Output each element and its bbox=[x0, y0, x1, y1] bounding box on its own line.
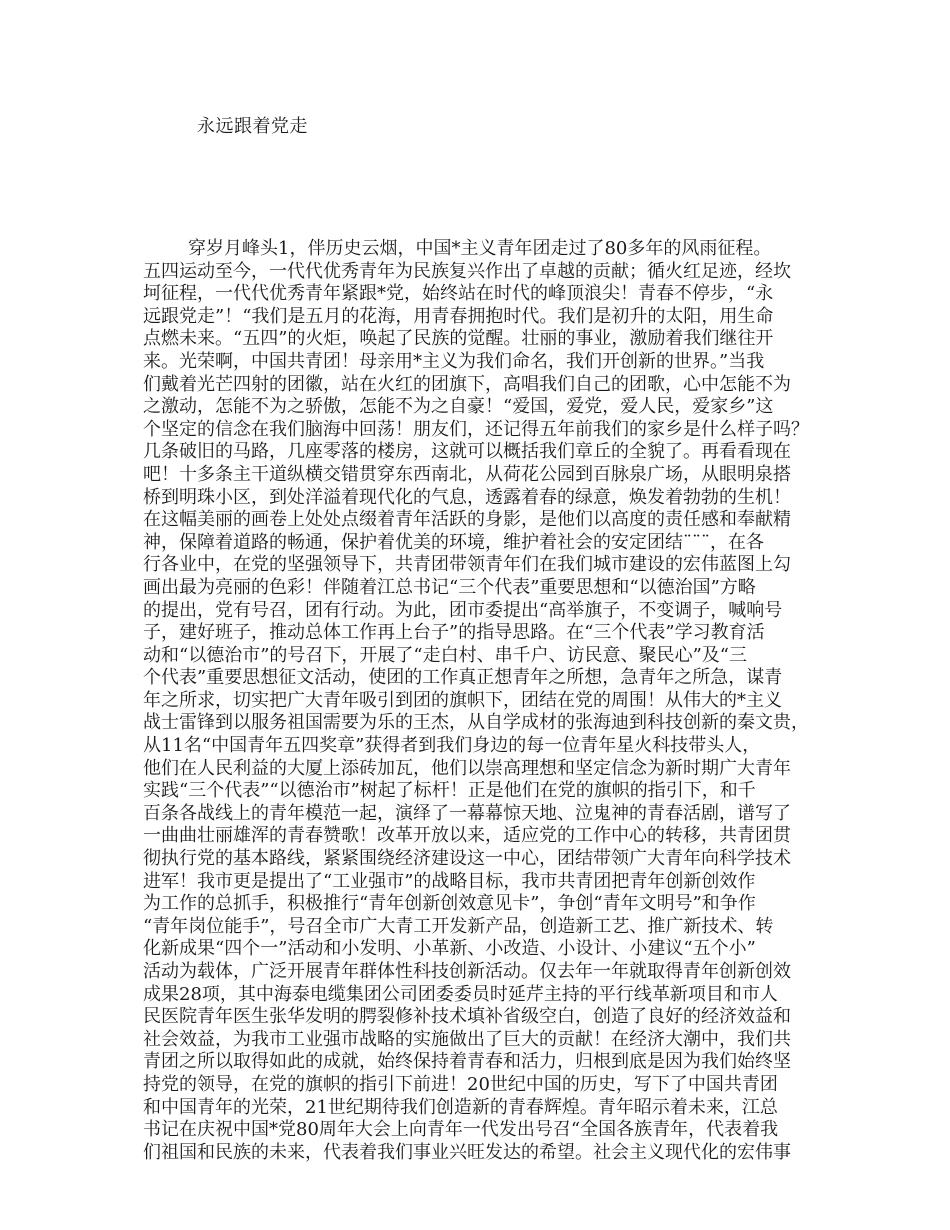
paragraph-line: 一曲曲壮丽雄浑的青春赞歌！改革开放以来，适应党的工作中心的转移，共青团贯 bbox=[143, 825, 791, 847]
paragraph-line: 彻执行党的基本路线，紧紧围绕经济建设这一中心，团结带领广大青年向科学技术 bbox=[143, 848, 791, 870]
paragraph-line: 子，建好班子，推动总体工作再上台子”的指导思路。在“三个代表”学习教育活 bbox=[143, 622, 765, 644]
paragraph-line: 从11名“中国青年五四奖章”获得者到我们身边的每一位青年星火科技带头人， bbox=[143, 735, 761, 757]
paragraph-line: 远跟党走”！“我们是五月的花海，用青春拥抱时代。我们是初升的太阳，用生命 bbox=[143, 305, 774, 327]
paragraph-line: 们祖国和民族的未来，代表着我们事业兴旺发达的希望。社会主义现代化的宏伟事 bbox=[143, 1141, 791, 1163]
paragraph-line: “青年岗位能手”，号召全市广大青工开发新产品，创造新工艺、推广新技术、转 bbox=[143, 915, 774, 937]
paragraph-line: 动和“以德治市”的号召下，开展了“走白村、串千户、访民意、聚民心”及“三 bbox=[143, 644, 748, 666]
paragraph-line: 活动为载体，广泛开展青年群体性科技创新活动。仅去年一年就取得青年创新创效 bbox=[143, 961, 791, 982]
paragraph-line: 桥到明珠小区，到处洋溢着现代化的气息，透露着春的绿意，焕发着勃勃的生机！ bbox=[143, 486, 791, 508]
paragraph-line: 青团之所以取得如此的成就，始终保持着青春和活力，归根到底是因为我们始终坚 bbox=[143, 1051, 791, 1073]
paragraph-line: 社会效益，为我市工业强市战略的实施做出了巨大的贡献！在经济大潮中，我们共 bbox=[143, 1028, 791, 1050]
paragraph-line: 之激动，怎能不为之骄傲，怎能不为之自豪！“爱国，爱党，爱人民，爱家乡”这 bbox=[143, 396, 774, 418]
paragraph-line: 点燃未来。“五四”的火炬，唤起了民族的觉醒。壮丽的事业，激励着我们继往开 bbox=[143, 328, 774, 350]
paragraph-line: 民医院青年医生张华发明的腭裂修补技术填补省级空白，创造了良好的经济效益和 bbox=[143, 1006, 791, 1028]
paragraph-line: 在这幅美丽的画卷上处处点缀着青年活跃的身影，是他们以高度的责任感和奉献精 bbox=[143, 509, 791, 531]
paragraph-line: 吧！十多条主干道纵横交错贯穿东西南北，从荷花公园到百脉泉广场，从眼明泉搭 bbox=[143, 463, 791, 485]
paragraph-line: 持党的领导，在党的旗帜的指引下前进！20世纪中国的历史，写下了中国共青团 bbox=[143, 1073, 778, 1095]
paragraph-line: 个代表”重要思想征文活动，使团的工作真正想青年之所想，急青年之所急，谋青 bbox=[143, 667, 783, 689]
paragraph-first-line: 穿岁月峰头1，伴历史云烟，中国*主义青年团走过了80多年的风雨征程。 bbox=[188, 238, 772, 259]
paragraph-line: 成果28项，其中海泰电缆集团公司团委委员时延芹主持的平行线革新项目和市人 bbox=[143, 983, 778, 1005]
paragraph-line: 们戴着光芒四射的团徽，站在火红的团旗下，高唱我们自己的团歌，心中怎能不为 bbox=[143, 373, 791, 395]
paragraph-line: 和中国青年的光荣，21世纪期待我们创造新的青春辉煌。青年昭示着未来，江总 bbox=[143, 1096, 778, 1118]
paragraph-line: 百条各战线上的青年模范一起，演绎了一幕幕惊天地、泣鬼神的青春活剧，谱写了 bbox=[143, 802, 791, 824]
paragraph-line: 来。光荣啊，中国共青团！母亲用*主义为我们命名，我们开创新的世界。”当我 bbox=[143, 350, 765, 372]
paragraph-line: 进军！我市更是提出了“工业强市”的战略目标，我市共青团把青年创新创效作 bbox=[143, 870, 756, 892]
paragraph-line: 几条破旧的马路，几座零落的楼房，这就可以概括我们章丘的全貌了。再看看现在 bbox=[143, 441, 791, 463]
paragraph-line: 年之所求，切实把广大青年吸引到团的旗帜下，团结在党的周围！从伟大的*主义 bbox=[143, 689, 782, 711]
paragraph-line: 他们在人民利益的大厦上添砖加瓦，他们以崇高理想和坚定信念为新时期广大青年 bbox=[143, 757, 791, 779]
paragraph-line: 的提出，党有号召，团有行动。为此，团市委提出“高举旗子，不变调子，喊响号 bbox=[143, 599, 783, 621]
paragraph-line: 实践“三个代表”“以德治市”树起了标杆！正是他们在党的旗帜的指引下，和千 bbox=[143, 780, 756, 802]
paragraph-line: 书记在庆祝中国*党80周年大会上向青年一代发出号召“全国各族青年，代表着我 bbox=[143, 1119, 779, 1141]
document-body bbox=[143, 238, 823, 1164]
paragraph-line: 为工作的总抓手，积极推行“青年创新创效意见卡”，争创“青年文明号”和争作 bbox=[143, 893, 756, 915]
document-title: 永远跟着党走 bbox=[197, 116, 308, 137]
paragraph-line: 画出最为亮丽的色彩！伴随着江总书记“三个代表”重要思想和“以德治国”方略 bbox=[143, 576, 756, 598]
paragraph-line: 行各业中，在党的坚强领导下，共青团带领青年们在我们城市建设的宏伟蓝图上勾 bbox=[143, 554, 791, 576]
paragraph-line: 五四运动至今，一代代优秀青年为民族复兴作出了卓越的贡献；循火红足迹，经坎 bbox=[143, 260, 791, 282]
paragraph-line: 战士雷锋到以服务祖国需要为乐的王杰，从自学成材的张海迪到科技创新的秦文贵， bbox=[143, 712, 809, 734]
paragraph-line: 神，保障着道路的畅通，保护着优美的环境，维护着社会的安定团结¨¨¨，在各 bbox=[143, 531, 764, 553]
paragraph-line: 个坚定的信念在我们脑海中回荡！朋友们，还记得五年前我们的家乡是什么样子吗？ bbox=[143, 418, 809, 440]
paragraph-line: 坷征程，一代代优秀青年紧跟*党，始终站在时代的峰顶浪尖！青春不停步，“永 bbox=[143, 283, 774, 305]
paragraph-line: 化新成果“四个一”活动和小发明、小革新、小改造、小设计、小建议“五个小” bbox=[143, 938, 756, 960]
